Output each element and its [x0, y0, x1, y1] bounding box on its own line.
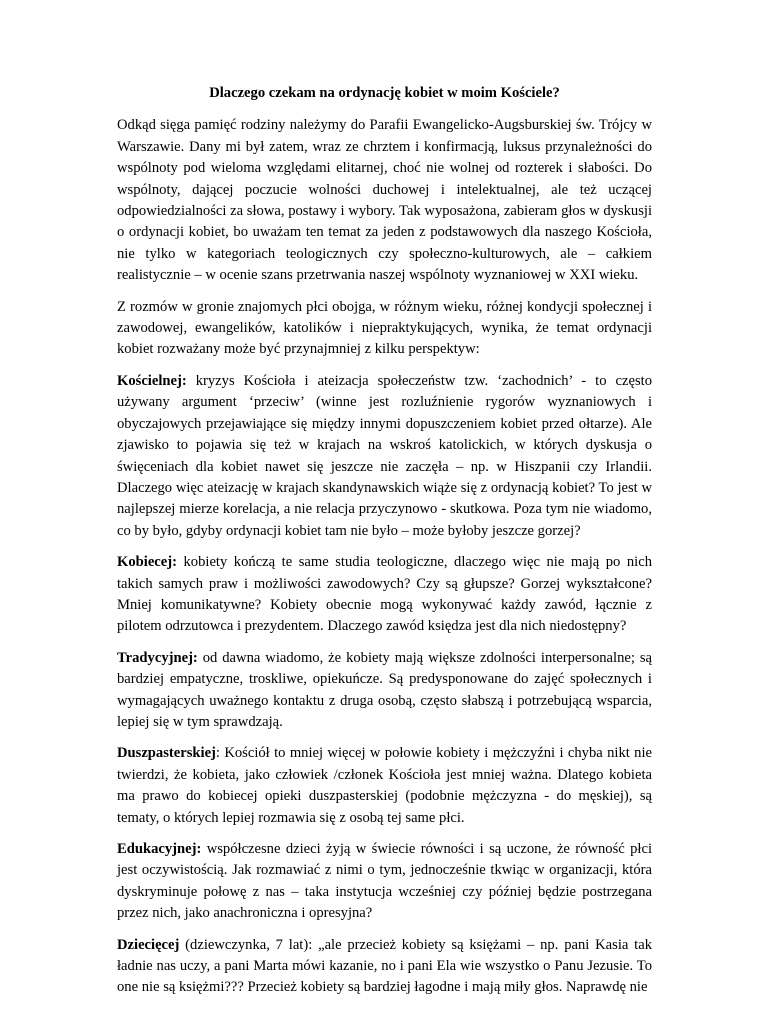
- section-lead: Dziecięcej: [117, 936, 180, 953]
- section-tradycyjnej: [117, 648, 652, 734]
- intro-paragraph: Odkąd sięga pamięć rodziny należymy do Parafii Ewangelicko-Augsburskiej św. Trójcy w Warszawie. Dany mi był zatem, wraz ze chrztem i konfirmacją, luksus przynależności do wspólnoty pod wieloma względami elitarnej, choć nie wolnej od rozterek i słabości. Do wspólnoty, dającej poczucie wolności duchowej i intelektualnej, ale też uczącej odpowiedzialności za słowa, postawy i wybory. Tak wyposażona, zabieram głos w dyskusji o ordynacji kobiet, bo uważam ten temat za jeden z podstawowych dla naszego Kościoła, nie tylko w kategoriach teologicznych czy społeczno-kulturowych, ale – całkiem realistycznie – w ocenie szans przetrwania naszej wspólnoty wyznaniowej w XXI wieku.: [117, 117, 652, 284]
- perspectives-intro-paragraph: Z rozmów w gronie znajomych płci obojga, w różnym wieku, różnej kondycji społecznej i zawodowej, ewangelików, katolików i niepraktykujących, wynika, że temat ordynacji kobiet rozważany może być przynajmniej z kilku perspektyw:: [117, 298, 652, 358]
- section-lead: Kościelnej:: [117, 372, 187, 389]
- section-duszpasterskiej: [117, 743, 652, 829]
- section-text: współczesne dzieci żyją w świecie równości i są uczone, że równość płci jest oczywistością. Jak rozmawiać z nimi o tym, jednocześnie tkwiąc w organizacji, która dyskryminuje połowę z nas – taka instytucja wcześniej czy później będzie postrzegana przez nich, jako anachroniczna i opresyjna?: [117, 841, 652, 922]
- section-text: kobiety kończą te same studia teologiczne, dlaczego więc nie mają po nich takich samych praw i możliwości zawodowych? Czy są głupsze? Gorzej wykształcone? Mniej komunikatywne? Kobiety obecnie mogą wykonywać każdy zawód, łącznie z pilotem odrzutowca i prezydentem. Dlaczego zawód księdza jest dla nich niedostępny?: [117, 554, 652, 635]
- document-page: [117, 83, 652, 1009]
- section-dziecięcej: [117, 935, 652, 999]
- document-title: Dlaczego czekam na ordynację kobiet w moim Kościele?: [209, 85, 560, 101]
- section-text: od dawna wiadomo, że kobiety mają większe zdolności interpersonalne; są bardziej empatyczne, troskliwe, opiekuńcze. Są predysponowane do zajęć społecznych i wymagających uważnego kontaktu z druga osobą, często słabszą i potrzebującą wsparcia, lepiej się w tym sprawdzają.: [117, 649, 652, 730]
- section-text: : Kościół to mniej więcej w połowie kobiety i mężczyźni i chyba nikt nie twierdzi, że kobieta, jako człowiek /członek Kościoła jest mniej ważna. Dlatego kobieta ma prawo do kobiecej opieki duszpasterskiej (podobnie mężczyzna - do męskiej), są tematy, o których lepiej rozmawia się z osobą tej same płci.: [117, 745, 652, 826]
- section-kościelnej: [117, 371, 652, 542]
- section-text: (dziewczynka, 7 lat): „ale przecież kobiety są księżami – np. pani Kasia tak ładnie nas uczy, a pani Marta mówi kazanie, no i pani Ela wie wszystko o Panu Jezusie. To one nie są księżmi??? Przecież kobiety są bardziej łagodne i mają miły głos. Naprawdę nie: [117, 936, 652, 996]
- section-edukacyjnej: [117, 839, 652, 925]
- section-lead: Kobiecej:: [117, 554, 177, 571]
- section-text: kryzys Kościoła i ateizacja społeczeństw tzw. ‘zachodnich’ - to często używany argument ‘przeciw’ (winne jest rozluźnienie rygorów wyznaniowych i obyczajowych przejawiające się między innymi dopuszczeniem kobiet przed ołtarze). Ale zjawisko to pojawia się też w krajach na wskroś katolickich, w których dyskusja o święceniach dla kobiet nawet się jeszcze nie zaczęła – np. w Hiszpanii czy Irlandii. Dlaczego więc ateizację w krajach skandynawskich wiąże się z ordynacją kobiet? To jest w najlepszej mierze korelacja, a nie relacja przyczynowo - skutkowa. Poza tym nie wiadomo, co by było, gdyby ordynacji kobiet tam nie było – może byłoby jeszcze gorzej?: [117, 372, 652, 539]
- section-lead: Tradycyjnej:: [117, 649, 198, 666]
- section-kobiecej: [117, 552, 652, 638]
- section-lead: Edukacyjnej:: [117, 841, 202, 857]
- section-lead: Duszpasterskiej: [117, 745, 216, 762]
